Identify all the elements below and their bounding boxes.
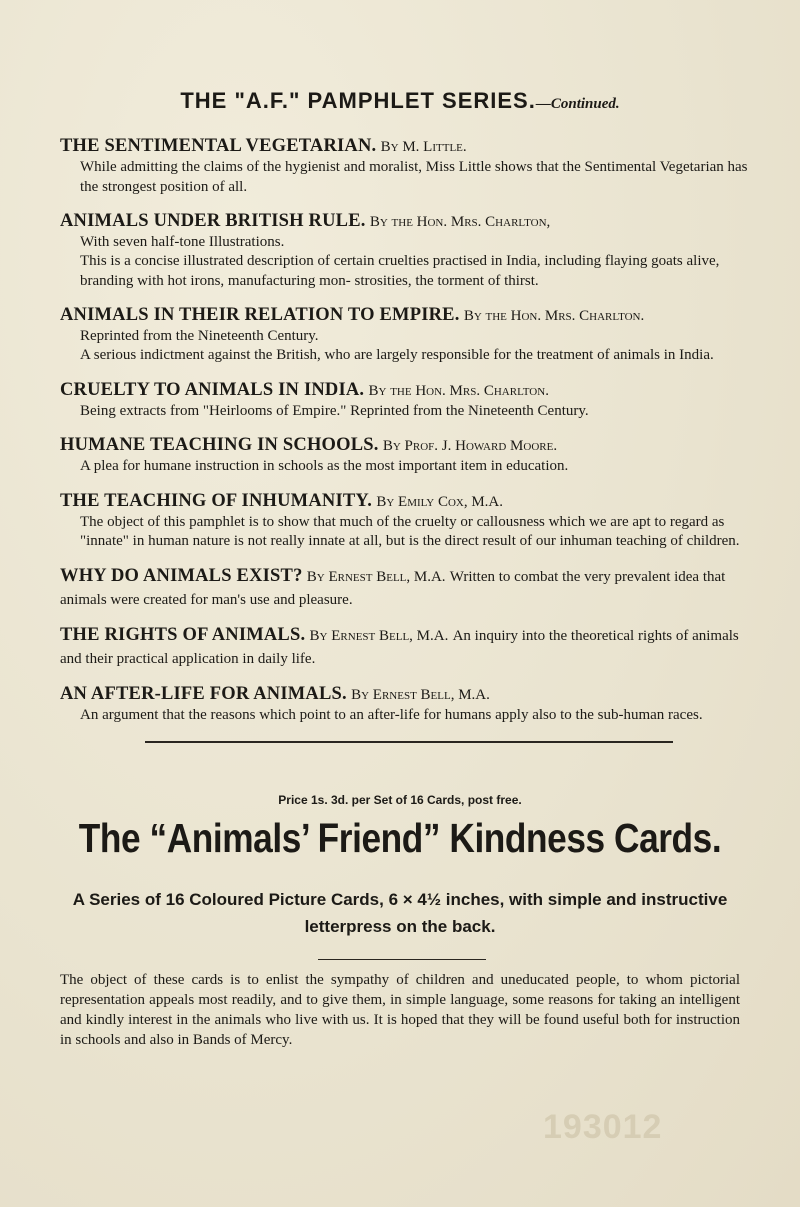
pamphlet-title: WHY DO ANIMALS EXIST? [60, 565, 303, 586]
pamphlet-author: By the Hon. Mrs. Charlton. [368, 382, 549, 399]
pamphlet-author: By the Hon. Mrs. Charlton, [369, 214, 551, 230]
pamphlet-author: By Emily Cox, M.A. [376, 493, 504, 510]
pamphlet-title: ANIMALS IN THEIR RELATION TO EMPIRE. [60, 305, 460, 325]
pamphlet-author: By M. Little. [380, 139, 467, 155]
pamphlet-title: THE RIGHTS OF ANIMALS. [60, 624, 306, 645]
pamphlet-description: Being extracts from "Heirlooms of Empire." Reprinted from the Nineteenth Century. [80, 402, 589, 419]
series-header [0, 88, 800, 114]
pamphlet-description: This is a concise illustrated description of certain cruelties practised in India, including flaying goats alive, branding with hot irons, manufacturing mon- strosities, the torment of thirst. [80, 253, 720, 289]
series-title: THE "A.F." PAMPHLET SERIES. [180, 88, 536, 113]
faded-stamp-number: 193012 [543, 1108, 663, 1146]
pamphlet-entry [60, 434, 760, 477]
pamphlet-entry [60, 210, 760, 291]
pamphlet-description: A plea for humane instruction in schools as the most important item in education. [80, 458, 569, 474]
pamphlet-entry [60, 565, 760, 611]
pamphlet-description: The object of this pamphlet is to show that much of the cruelty or callousness which we are apt to regard as "innate" in human nature is not really innate at all, but is the direct result of our inhuman teaching of children. [80, 513, 740, 549]
continued-label: —Continued. [535, 96, 620, 112]
cards-subtitle: A Series of 16 Coloured Picture Cards, 6 × 4½ inches, with simple and instructive letterpress on the back. [72, 890, 728, 936]
pamphlet-description: A serious indictment against the British, who are largely responsible for the treatment of animals in India. [80, 347, 714, 363]
pamphlet-description: Written to combat the very prevalent idea that animals were created for man's use and pleasure. [60, 568, 726, 608]
pamphlet-title: THE SENTIMENTAL VEGETARIAN. [60, 136, 377, 156]
pamphlet-subtitle: With seven half-tone Illustrations. [80, 234, 285, 250]
pamphlet-author: By Ernest Bell, M.A. [309, 627, 449, 644]
pamphlet-entry [60, 624, 760, 670]
pamphlet-title: AN AFTER-LIFE FOR ANIMALS. [60, 683, 347, 704]
pamphlet-title: CRUELTY TO ANIMALS IN INDIA. [60, 379, 365, 400]
pamphlet-author: By Ernest Bell, M.A. [351, 686, 490, 703]
pamphlet-title: ANIMALS UNDER BRITISH RULE. [60, 211, 366, 231]
short-divider [318, 959, 486, 960]
cards-description: The object of these cards is to enlist the sympathy of children and uneducated people, to whom pictorial representation appeals most readily, and to give them, in simple language, some reasons for taking an intelligent and kindly interest in the animals who live with us. It is hoped that they will be found useful both for instruction in schools and also in Bands of Mercy. [60, 972, 740, 1048]
pamphlet-author: By Ernest Bell, M.A. [306, 568, 446, 585]
pamphlet-author: By Prof. J. Howard Moore. [382, 438, 558, 454]
pamphlet-entry [60, 304, 760, 366]
price-line: Price 1s. 3d. per Set of 16 Cards, post free. [278, 793, 522, 807]
pamphlet-title: THE TEACHING OF INHUMANITY. [60, 490, 373, 511]
section-divider [145, 741, 673, 743]
pamphlet-description: An inquiry into the theoretical rights of animals and their practical application in daily life. [60, 627, 739, 667]
pamphlet-description: An argument that the reasons which point to an after-life for humans apply also to the sub-human races. [80, 706, 703, 723]
pamphlet-entry [60, 379, 760, 422]
pamphlet-title: HUMANE TEACHING IN SCHOOLS. [60, 435, 379, 455]
pamphlet-description: While admitting the claims of the hygienist and moralist, Miss Little shows that the Sentimental Vegetarian has the strongest position of all. [80, 159, 748, 195]
pamphlet-entry [60, 490, 760, 552]
cards-title: The “Animals’ Friend” Kindness Cards. [78, 815, 722, 861]
pamphlet-subtitle: Reprinted from the Nineteenth Century. [80, 328, 319, 344]
pamphlet-entry [60, 683, 760, 726]
pamphlet-entry [60, 135, 760, 197]
pamphlet-list [60, 135, 760, 738]
pamphlet-author: By the Hon. Mrs. Charlton. [463, 308, 645, 324]
